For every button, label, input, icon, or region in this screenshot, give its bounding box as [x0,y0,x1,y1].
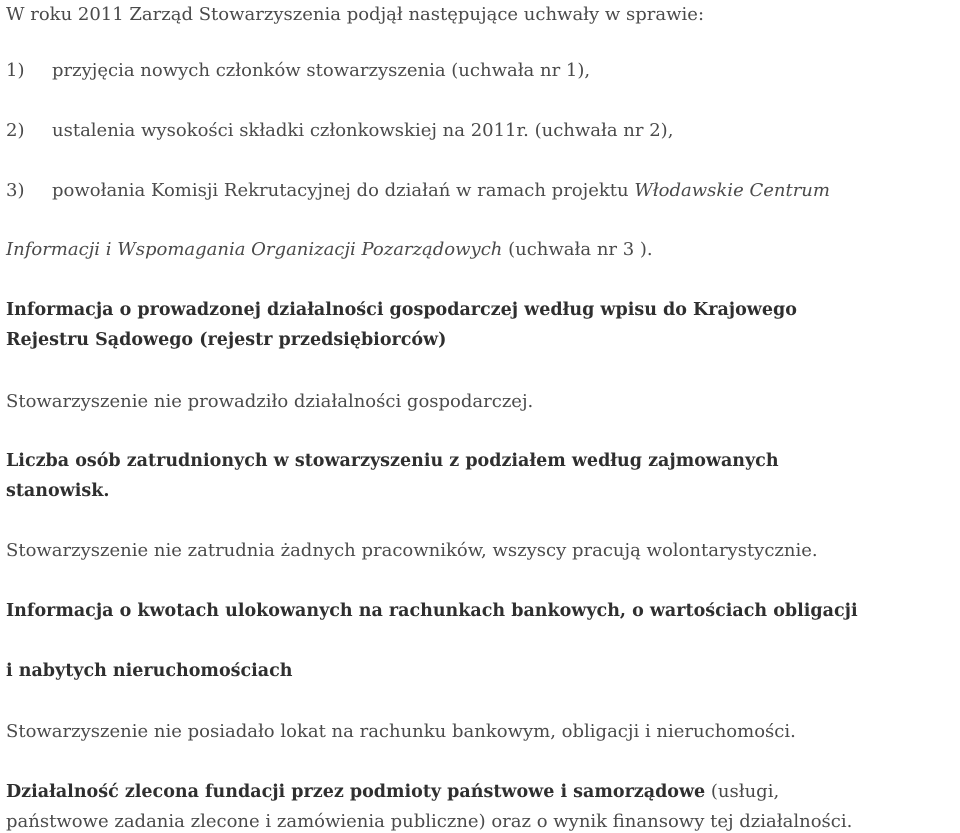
resolution-text: powołania Komisji Rekrutacyjnej do działań w ramach projektu [52,180,635,201]
resolution-item-2 [6,120,673,142]
intro-text: W roku 2011 Zarząd Stowarzyszenia podjął następujące uchwały w sprawie: [6,4,705,25]
resolution-text: ustalenia wysokości składki członkowskiej na 2011r. (uchwała nr 2), [52,120,674,141]
section-heading-commissioned-rest: (usługi, [705,781,780,802]
section-heading-bank-line1: Informacja o kwotach ulokowanych na rachunkach bankowych, o wartościach obligacji [6,601,858,621]
resolution-item-3 [6,180,830,202]
section-heading-commissioned-bold: Działalność zlecona fundacji przez podmioty państwowe i samorządowe [6,782,706,802]
resolution-number: 1) [6,60,25,81]
project-name-italic-cont: Informacji i Wspomagania Organizacji Pozarządowych [6,239,503,260]
resolution-item-1 [6,60,590,82]
section-heading-business-line2: Rejestru Sądowego (rejestr przedsiębiorców) [6,330,447,350]
section-heading-bank-line2: i nabytych nieruchomościach [6,661,293,681]
resolution-number: 2) [6,120,25,141]
project-name-italic: Włodawskie Centrum [634,180,830,201]
resolution-item-3-continuation [6,239,653,261]
resolution-text-rest: (uchwała nr 3 ). [502,239,653,260]
section-heading-employees-line2: stanowisk. [6,481,110,501]
section-heading-commissioned [6,781,779,803]
section-body-employees: Stowarzyszenie nie zatrudnia żadnych pracowników, wszyscy pracują wolontarystycznie. [6,540,818,561]
section-body-business: Stowarzyszenie nie prowadziło działalności gospodarczej. [6,391,534,412]
section-heading-business-line1: Informacja o prowadzonej działalności gospodarczej według wpisu do Krajowego [6,300,797,320]
section-body-bank: Stowarzyszenie nie posiadało lokat na rachunku bankowym, obligacji i nieruchomości. [6,721,796,742]
resolution-text: przyjęcia nowych członków stowarzyszenia (uchwała nr 1), [52,60,591,81]
section-heading-employees-line1: Liczba osób zatrudnionych w stowarzyszeniu z podziałem według zajmowanych [6,451,779,471]
section-commissioned-line2: państwowe zadania zlecone i zamówienia publiczne) oraz o wynik finansowy tej działalności. [6,811,853,832]
resolution-number: 3) [6,180,25,201]
